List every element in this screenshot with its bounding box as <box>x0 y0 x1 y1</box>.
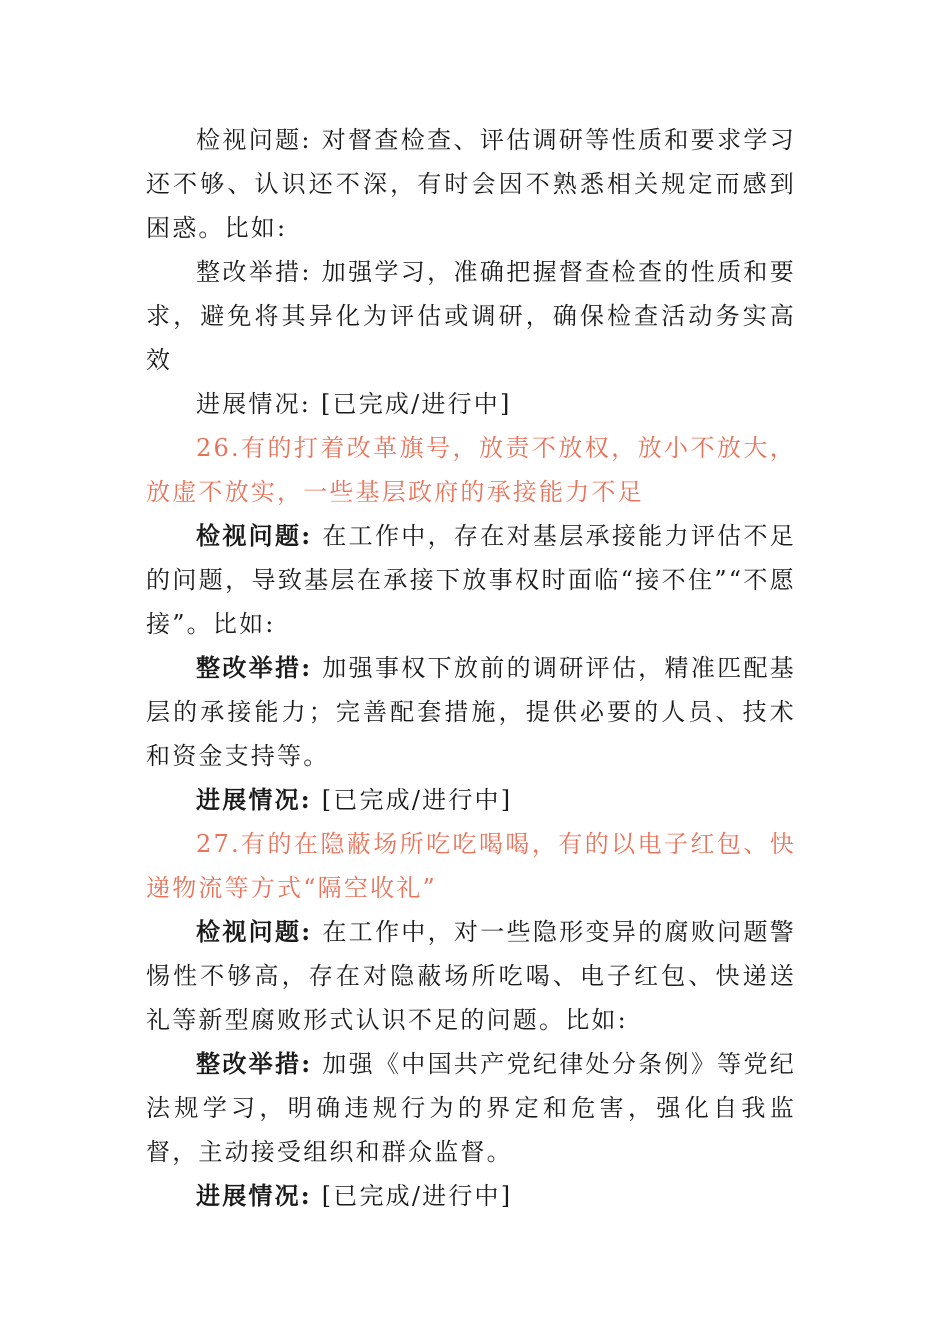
problem-text: 对督查检查、评估调研等性质和要求学习还不够、认识还不深，有时会因不熟悉相关规定而感到困惑。比如: <box>146 126 796 242</box>
problem-label: 检视问题: <box>196 917 313 946</box>
document-body <box>146 118 796 1218</box>
measure-label: 整改举措: <box>196 258 312 286</box>
progress-paragraph <box>146 778 796 822</box>
progress-paragraph <box>146 1174 796 1218</box>
problem-paragraph <box>146 514 796 646</box>
measure-text: 加强事权下放前的调研评估，精准匹配基层的承接能力；完善配套措施，提供必要的人员、技术和资金支持等。 <box>146 654 796 770</box>
progress-paragraph <box>146 382 796 426</box>
problem-label: 检视问题: <box>196 126 312 154</box>
measure-label: 整改举措: <box>196 653 313 682</box>
measure-paragraph <box>146 250 796 382</box>
measure-paragraph <box>146 646 796 778</box>
measure-paragraph <box>146 1042 796 1174</box>
progress-text: [已完成/进行中] <box>321 786 513 814</box>
progress-label: 进展情况: <box>196 1181 312 1210</box>
problem-label: 检视问题: <box>196 521 313 550</box>
problem-paragraph <box>146 118 796 250</box>
item-heading-26: 26.有的打着改革旗号，放责不放权，放小不放大，放虚不放实，一些基层政府的承接能力不足 <box>146 434 796 506</box>
progress-text: [已完成/进行中] <box>320 390 512 418</box>
problem-paragraph <box>146 910 796 1042</box>
measure-label: 整改举措: <box>196 1049 313 1078</box>
progress-label: 进展情况: <box>196 390 312 418</box>
problem-text: 在工作中，存在对基层承接能力评估不足的问题，导致基层在承接下放事权时面临“接不住”“不愿接”。比如: <box>146 522 796 638</box>
progress-label: 进展情况: <box>196 785 312 814</box>
measure-text: 加强学习，准确把握督查检查的性质和要求，避免将其异化为评估或调研，确保检查活动务实高效 <box>146 258 796 374</box>
progress-text: [已完成/进行中] <box>321 1182 513 1210</box>
problem-text: 在工作中，对一些隐形变异的腐败问题警惕性不够高，存在对隐蔽场所吃喝、电子红包、快递送礼等新型腐败形式认识不足的问题。比如: <box>146 918 796 1034</box>
measure-text: 加强《中国共产党纪律处分条例》等党纪法规学习，明确违规行为的界定和危害，强化自我监督，主动接受组织和群众监督。 <box>146 1050 796 1166</box>
item-heading-27: 27.有的在隐蔽场所吃吃喝喝，有的以电子红包、快递物流等方式“隔空收礼” <box>146 830 796 902</box>
